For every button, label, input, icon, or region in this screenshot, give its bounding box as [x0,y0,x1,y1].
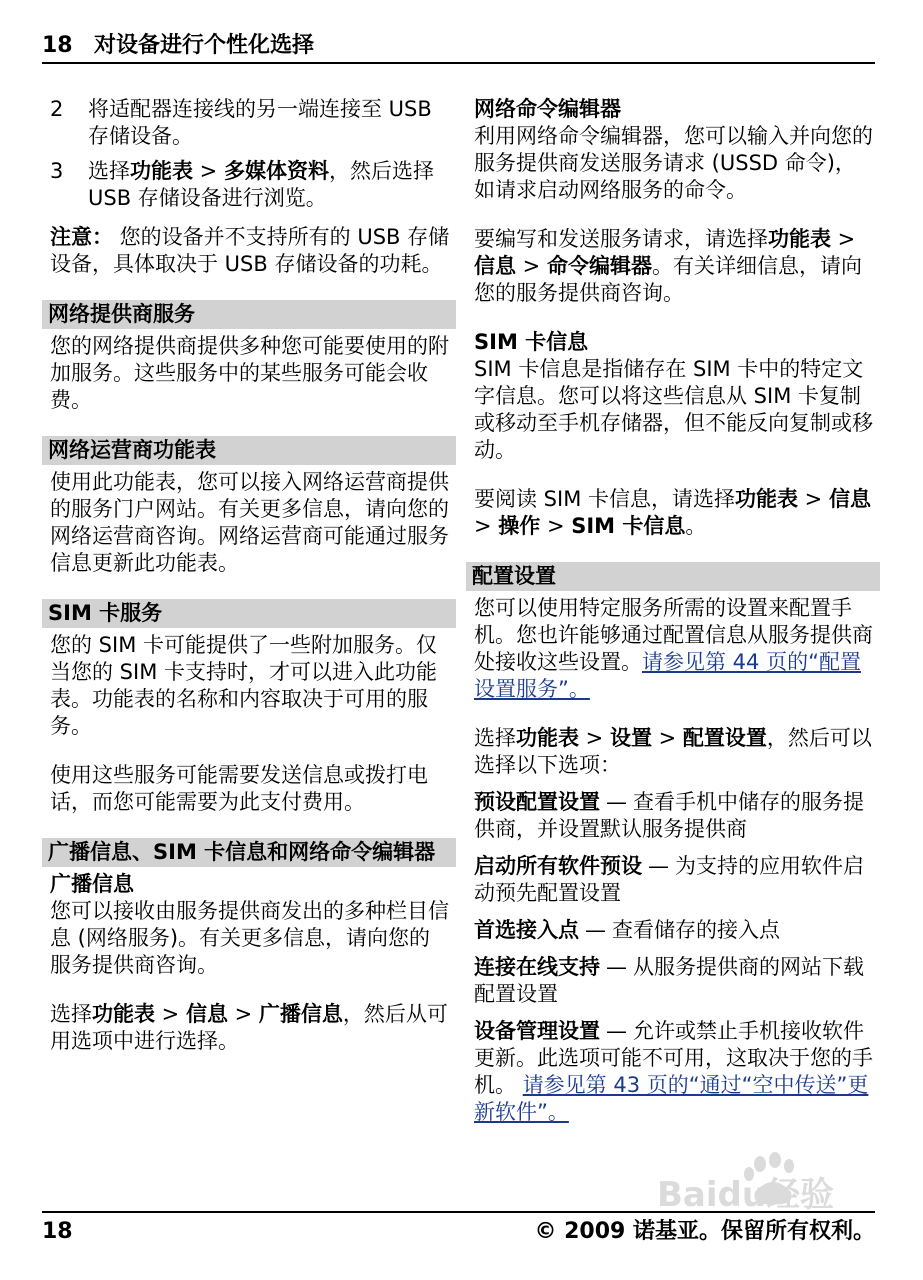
section-title-operator-menu: 网络运营商功能表 [42,436,456,465]
step-number: 2 [50,97,64,121]
subheading-service-commands: 网络命令编辑器 [474,97,621,121]
ussd-instructions [474,226,874,307]
page-footer [42,1211,875,1247]
instr-pre: 选择 [50,1002,92,1026]
instr-post: 。 [685,514,707,538]
sim-services-body-2: 使用这些服务可能需要发送信息或拨打电话，而您可能需要为此支付费用。 [50,763,428,814]
ota-update-link[interactable]: 请参见第 43 页的“通过“空中传送”更新软件”。 [474,1073,869,1124]
option-label: 连接在线支持 [474,955,600,979]
option-dash: — [648,854,669,878]
instr-post: 。有关详细信息，请向您的服务提供商咨询。 [474,254,862,305]
path-separator: > [831,227,856,251]
footer-page-number: 18 [42,1219,73,1244]
menu-path-item: 命令编辑器 [546,254,652,278]
menu-path-item: 操作 [498,514,541,538]
step-text [88,158,450,212]
option-dash: — [606,955,627,979]
menu-path-item: 功能表 [92,1002,155,1026]
instr-pre: 选择 [474,726,516,750]
broadcast-body: 您可以接收由服务提供商发出的多种栏目信息 (网络服务)。有关更多信息，请向您的服务提供商咨询。 [50,899,449,977]
option-label: 启动所有软件预设 [474,854,642,878]
option-dash: — [606,790,627,814]
option-desc: 为支持的应用软件启动预先配置设置 [474,854,864,905]
menu-path-item: 设置 [609,726,652,750]
config-option [474,853,874,907]
path-separator: > [193,159,224,183]
option-label: 预设配置设置 [474,790,600,814]
option-desc: 查看手机中储存的服务提供商，并设置默认服务提供商 [474,790,864,841]
network-services-body: 您的网络提供商提供多种您可能要使用的附加服务。这些服务中的某些服务可能会收费。 [50,334,449,412]
menu-path-item: 配置设置 [682,726,767,750]
option-desc: 从服务提供商的网站下载配置设置 [474,955,864,1006]
header-title: 对设备进行个性化选择 [94,33,315,58]
menu-path-item: 功能表 [130,159,193,183]
path-separator: > [227,1002,259,1026]
path-separator: > [540,514,572,538]
step-item [50,158,450,212]
page-header [42,30,875,64]
config-option [474,789,874,843]
menu-path-item: 信息 [185,1002,228,1026]
sim-info-instructions [474,486,874,540]
config-option [474,917,874,944]
step-pre: 选择 [88,159,130,183]
right-column [474,96,874,1136]
config-body [474,595,874,703]
section-title-sim-services: SIM 卡服务 [42,599,456,628]
note-label: 注意： [50,225,113,249]
config-option [474,954,874,1008]
config-instructions [474,725,874,779]
section-title-network-services: 网络提供商服务 [42,300,456,329]
step-post: ，然后选择 USB 存储设备进行浏览。 [88,159,434,210]
path-separator: > [474,514,499,538]
menu-path-item: 信息 [474,254,516,278]
broadcast-instructions [50,1001,450,1055]
instr-pre: 要阅读 SIM 卡信息，请选择 [474,487,735,511]
subheading-cell-broadcast: 广播信息 [50,872,134,896]
option-dash: — [606,1019,627,1043]
menu-path-item: 广播信息 [258,1002,343,1026]
config-body-text: 您可以使用特定服务所需的设置来配置手机。您也许能够通过配置信息从服务提供商处接收这些设置。 [474,596,873,674]
left-column [50,96,450,1055]
sim-services-body-1: 您的 SIM 卡可能提供了一些附加服务。仅当您的 SIM 卡支持时，才可以进入此功能表。功能表的名称和内容取决于可用的服务。 [50,633,437,738]
step-item [50,96,450,150]
note-text: 您的设备并不支持所有的 USB 存储设备，具体取决于 USB 存储设备的功耗。 [50,225,450,276]
baidu-watermark [655,1150,865,1220]
instr-pre: 要编写和发送服务请求，请选择 [474,227,768,251]
option-desc: 查看储存的接入点 [612,918,780,942]
menu-path-item: 功能表 [768,227,831,251]
menu-path-item: 功能表 [516,726,579,750]
option-dash: — [585,918,606,942]
footer-copyright: © 2009 诺基亚。保留所有权利。 [534,1219,875,1244]
step-list [50,96,450,212]
sim-info-body: SIM 卡信息是指储存在 SIM 卡中的特定文字信息。您可以将这些信息从 SIM 卡复制或移动至手机存储器，但不能反向复制或移动。 [474,357,873,462]
path-separator: > [798,487,829,511]
ussd-body: 利用网络命令编辑器，您可以输入并向您的服务提供商发送服务请求 (USSD 命令)，如请求启动网络服务的命令。 [474,124,873,202]
option-desc: 允许或禁止手机接收软件更新。此选项可能不可用，这取决于您的手机。 [474,1019,873,1097]
section-title-config: 配置设置 [466,562,880,591]
instr-post: ，然后从可用选项中进行选择。 [50,1002,448,1053]
note-paragraph [50,224,450,278]
instr-post: ，然后可以选择以下选项： [474,726,872,777]
option-label: 设备管理设置 [474,1019,600,1043]
menu-path-item: 功能表 [735,487,798,511]
menu-path-item: 信息 [828,487,871,511]
header-page-number: 18 [42,33,73,58]
path-separator: > [651,726,683,750]
path-separator: > [579,726,610,750]
menu-path-item: 多媒体资料 [223,159,329,183]
subheading-sim-info: SIM 卡信息 [474,330,589,354]
path-separator: > [155,1002,186,1026]
watermark-text: Baidu经验 [657,1175,835,1215]
menu-path-item: SIM 卡信息 [571,514,686,538]
step-text: 将适配器连接线的另一端连接至 USB 存储设备。 [88,97,432,148]
path-separator: > [516,254,547,278]
operator-menu-body: 使用此功能表，您可以接入网络运营商提供的服务门户网站。有关更多信息，请向您的网络运营商咨询。网络运营商可能通过服务信息更新此功能表。 [50,470,449,575]
config-option [474,1018,874,1126]
section-title-broadcast: 广播信息、SIM 卡信息和网络命令编辑器 [42,838,456,867]
option-label: 首选接入点 [474,918,579,942]
config-link[interactable]: 请参见第 44 页的“配置设置服务”。 [474,650,861,701]
step-number: 3 [50,159,64,183]
